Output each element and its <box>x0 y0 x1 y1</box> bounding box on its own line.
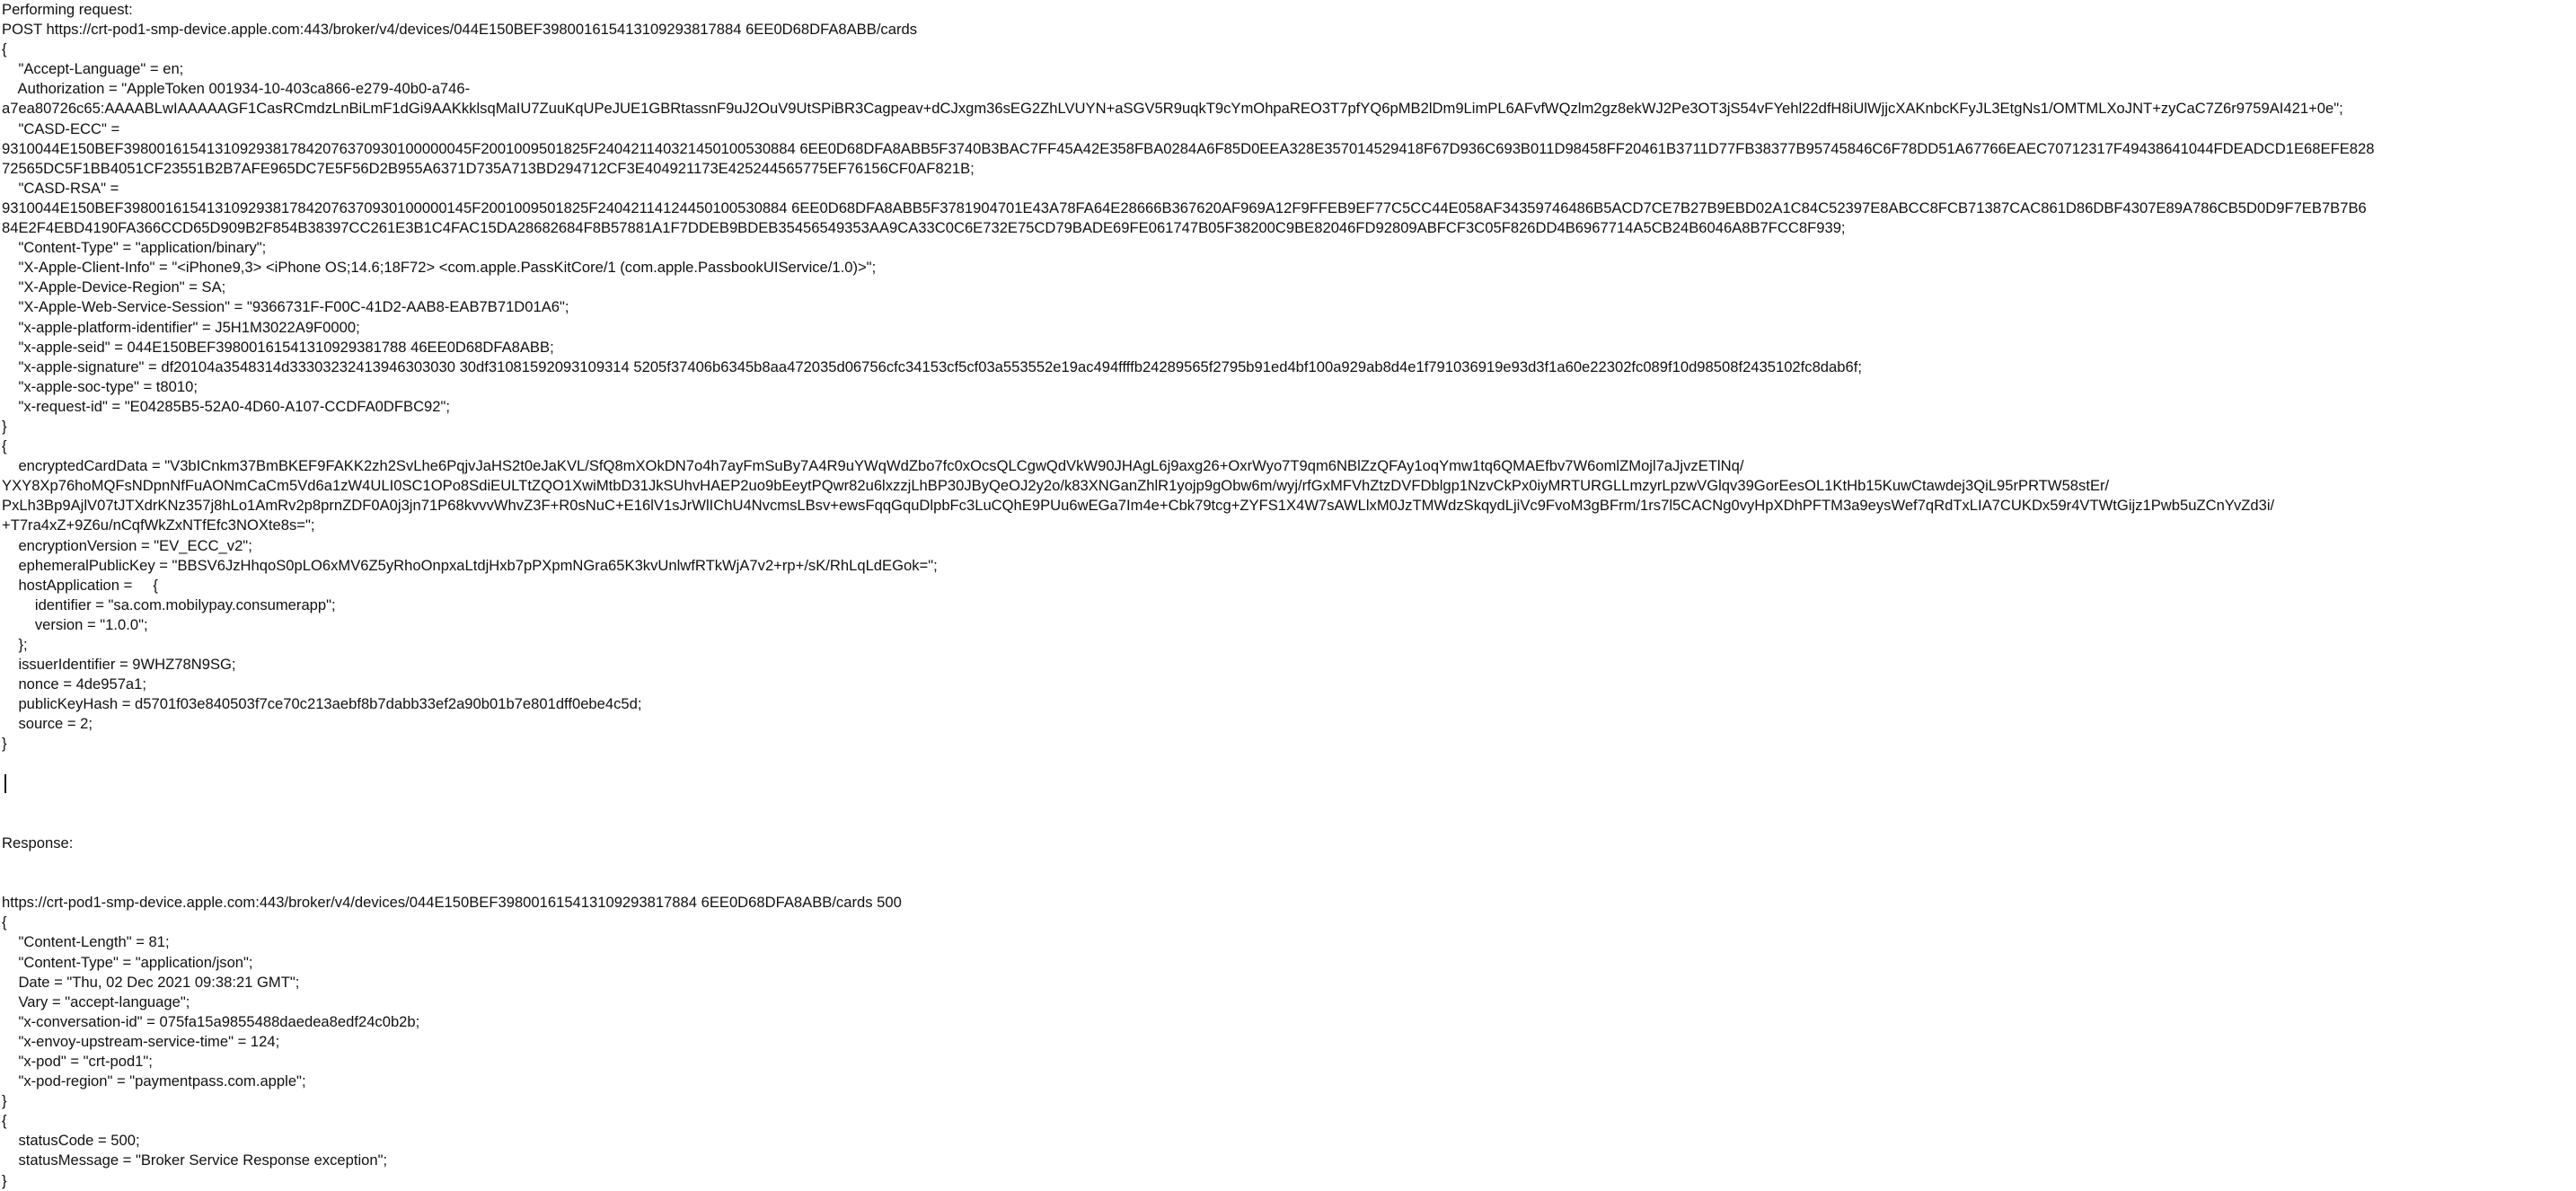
request-body-line: +T7ra4xZ+9Z6u/nCqfWkZxNTfEfc3NOXte8s="; <box>2 516 315 534</box>
request-body-block <box>2 437 2576 774</box>
request-body-line: hostApplication = { <box>2 576 158 594</box>
request-header-line: "Accept-Language" = en; <box>2 60 184 78</box>
response-headers-block <box>2 913 2576 1111</box>
response-body-line: statusMessage = "Broker Service Response exception"; <box>2 1151 388 1169</box>
request-header-line: "Content-Type" = "application/binary"; <box>2 239 267 257</box>
response-header-line: "Content-Length" = 81; <box>2 933 170 951</box>
request-body-line: source = 2; <box>2 715 93 733</box>
request-body-line: } <box>2 735 7 753</box>
request-header-line: "X-Apple-Device-Region" = SA; <box>2 278 226 296</box>
request-body-line: identifier = "sa.com.mobilypay.consumerapp"; <box>2 596 336 613</box>
request-header-line: "x-apple-signature" = df20104a3548314d33303232413946303030 30df31081592093109314 5205f37406b6345b8aa472035d06756cfc34153cf5cf03a553552e19ac494ffffb24289565f2795b91ed4bf100a929ab8d4e1f791036919e93d3f1a60e22302fc089f10d98508f2435102fc8dab6f; <box>2 357 1862 375</box>
request-header-line: "X-Apple-Web-Service-Session" = "9366731F-F00C-41D2-AAB8-EAB7B71D01A6"; <box>2 298 569 316</box>
response-header-line: "Content-Type" = "application/json"; <box>2 953 253 971</box>
request-header-line: "CASD-ECC" = <box>2 119 120 137</box>
request-header-line: } <box>2 417 7 435</box>
request-header-line: { <box>2 40 7 58</box>
request-method-url: POST https://crt-pod1-smp-device.apple.com:443/broker/v4/devices/044E150BEF398001615413109293817884 6EE0D68DFA8ABB/cards <box>2 21 917 39</box>
response-header-line: "x-envoy-upstream-service-time" = 124; <box>2 1032 280 1050</box>
request-headers-block <box>2 40 2576 437</box>
request-body-line: YXY8Xp76hoMQFsNDpnNfFuAONmCaCm5Vd6a1zW4ULI0SC1OPo8SdiEULTtZQO1XwiMtbD31JkSUhvHAEP2uo9bEeytPQwr82u6lxzzjLhBP30JByQeOJ2y2o/k83XNGanZhlR1yojp9gObw6m/wyj/rfGxMFVhZtzDVFDblgp1NzvCkPx0iyMRTURGLLmzyrLpzwVGlqv39GorEesOL1KtHb15KuwCtawdej3QiL95rPRTW58stEr/ <box>2 477 2110 495</box>
blank-line <box>2 853 2576 873</box>
request-header-line: 84E2F4EBD4190FA366CCD65D909B2F854B38397CC261E3B1C4FAC15DA28682684F8B57881A1F7DDEB9BDEB35456549353AA9CA33C0C6E732E75CD79BADE69FE061747B05F38200C9BE82046FD92809ABFCF3C05F826DD4B6967714A5CB24B6046A8B7FCC8F939; <box>2 219 1846 237</box>
request-header-line: "CASD-RSA" = <box>2 179 119 197</box>
request-body-line: PxLh3Bp9AjlV07tJTXdrKNz357j8hLo1AmRv2p8prnZDF0A0j3jn71P68kvvvWhvZ3F+R0sNuC+E16lV1sJrWlIChU4NvcmsLBsv+ewsFqqGquDlpbFc3LuCQhE9PUu6wEGa7Im4e+Cbk79tcg+ZYFS1X4W7sAWLlxM0JzTMWdzSkqydLjiVc9FvoM3gBFrm/1rs7l5CACNg0vyHpXDhPFTM3a9eysWef7qRdTxLIA7CUKDx59r4VTWtGijz1Pwb5uZCnYvZd3i/ <box>2 497 2275 515</box>
request-header-line: a7ea80726c65:AAAABLwIAAAAAGF1CasRCmdzLnBiLmF1dGi9AAKkklsqMaIU7ZuuKqUPeJUE1GBRtassnF9uJ2OuV9UtSPiBR3Cagpeav+dCJxgm36sEG2ZhLVUYN+aSGV5R9uqkT9cYmOhpaREO3T7pfYQ6pMB2lDm9LimPL6AFvfWQzlm2gz8ekWJ2Pe3OT3jS54vFYehl22dfH8iUlWjjcXAKnbcKFyJL3EtgNs1/OMTMLXoJNT+zyCaC7Z6r9759AI421+0e"; <box>2 100 2343 118</box>
request-body-line: issuerIdentifier = 9WHZ78N9SG; <box>2 656 236 674</box>
request-body-line: encryptedCardData = "V3bICnkm37BmBKEF9FAKK2zh2SvLhe6PqjvJaHS2t0eJaKVL/SfQ8mXOkDN7o4h7ayFmSuBy7A4R9uYWqWdZbo7fc0xOcsQLCgwQdVkW90JHAgL6j9axg26+OxrWyo7T9qm6NBlZzQFAy1oqYmw1tq6QMAEfbv7W6omlZMojl7aJjvzETlNq/ <box>2 457 1744 475</box>
request-body-line: publicKeyHash = d5701f03e840503f7ce70c213aebf8b7dabb33ef2a90b01b7e801dff0ebe4c5d; <box>2 695 642 713</box>
request-body-line: { <box>2 437 7 455</box>
response-body-line: statusCode = 500; <box>2 1132 140 1150</box>
response-header-line: "x-pod" = "crt-pod1"; <box>2 1052 153 1070</box>
request-body-line: version = "1.0.0"; <box>2 615 148 633</box>
request-body-line: }; <box>2 636 28 653</box>
request-header-line: 9310044E150BEF398001615413109293817842076370930100000045F2001009501825F240421140321450100530884 6EE0D68DFA8ABB5F3740B3BAC7FF45A42E358FBA0284A6F85D0EEA328E357014529418F67D936C693B011D98458FF20461B3711D77FB38377B95745846C6F78DD51A67766EAEC70712317F49438641044FDEADCD1E68EFE828 <box>2 139 2375 157</box>
response-body-line: { <box>2 1112 7 1130</box>
request-body-line: encryptionVersion = "EV_ECC_v2"; <box>2 536 252 554</box>
text-cursor-line <box>2 774 2576 794</box>
response-header-line: { <box>2 913 7 931</box>
response-header-line: Vary = "accept-language"; <box>2 992 190 1010</box>
request-body-line: ephemeralPublicKey = "BBSV6JzHhqoS0pLO6xMV6Z5yRhoOnpxaLtdjHxb7pPXpmNGra65K3kvUnlwfRTkWjA7v2+rp+/sK/RhLqLdEGok="; <box>2 556 938 574</box>
text-cursor <box>4 774 6 793</box>
request-header-line: "x-apple-platform-identifier" = J5H1M3022A9F0000; <box>2 318 360 336</box>
request-body-line: nonce = 4de957a1; <box>2 675 147 693</box>
response-header-line: Date = "Thu, 02 Dec 2021 09:38:21 GMT"; <box>2 973 300 991</box>
request-header-line: "x-apple-soc-type" = t8010; <box>2 377 198 395</box>
request-header-line: Authorization = "AppleToken 001934-10-403ca866-e279-40b0-a746- <box>2 80 471 98</box>
request-body-line <box>2 754 2576 774</box>
request-header-line: "x-apple-seid" = 044E150BEF39800161541310929381788 46EE0D68DFA8ABB; <box>2 338 554 356</box>
response-url-status: https://crt-pod1-smp-device.apple.com:443/broker/v4/devices/044E150BEF398001615413109293817884 6EE0D68DFA8ABB/cards 500 <box>2 894 902 912</box>
request-heading: Performing request: <box>2 1 133 18</box>
response-header-line: "x-conversation-id" = 075fa15a9855488daedea8edf24c0b2b; <box>2 1012 420 1030</box>
request-header-line: 9310044E150BEF398001615413109293817842076370930100000145F2001009501825F24042114124450100530884 6EE0D68DFA8ABB5F3781904701E43A78FA64E28666B367620AF969A12F9FFEB9EF77C5CC44E058AF34359746486B5ACD7CE7B27B9EBD02A1C84C52397E8ABCC8FCB71387CAC861D86DBF4307E89A786CB5D0D9F7EB7B7B6 <box>2 198 2367 216</box>
response-header-line: } <box>2 1092 7 1110</box>
response-body-line: } <box>2 1171 7 1189</box>
blank-line <box>2 794 2576 814</box>
response-body-block <box>2 1111 2576 1190</box>
blank-line <box>2 873 2576 893</box>
request-header-line: 72565DC5F1BB4051CF23551B2B7AFE965DC7E5F56D2B955A6371D735A713BD294712CF3E404921173E425244565775EF76156CF0AF821B; <box>2 159 975 177</box>
request-header-line: "X-Apple-Client-Info" = "<iPhone9,3> <iPhone OS;14.6;18F72> <com.apple.PassKitCore/1 (com.apple.PassbookUIService/1.0)>"; <box>2 259 877 277</box>
request-header-line: "x-request-id" = "E04285B5-52A0-4D60-A107-CCDFA0DFBC92"; <box>2 397 451 415</box>
response-heading: Response: <box>2 834 74 851</box>
response-header-line: "x-pod-region" = "paymentpass.com.apple"; <box>2 1072 306 1090</box>
blank-line <box>2 814 2576 834</box>
